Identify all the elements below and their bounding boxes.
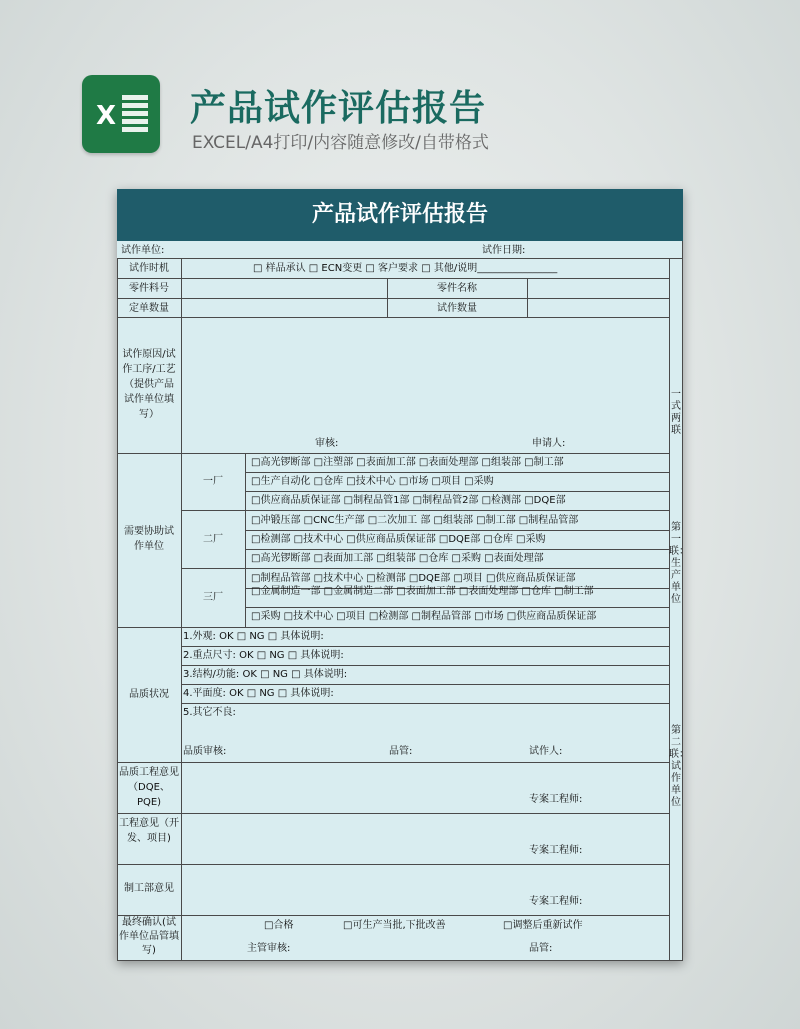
factory-3: 三厂 [203,592,223,603]
form-title: 产品试作评估报告 [117,189,683,241]
f2-row3[interactable]: □高光锣断部 □表面加工部 □组装部 □仓库 □采购 □表面处理部 [251,553,544,564]
quality-item-5[interactable]: 5.其它不良: [183,707,236,718]
form-document [117,189,689,961]
final-qa-label: 品管: [529,943,553,954]
f1-row2[interactable]: □生产自动化 □仓库 □技术中心 □市场 □项目 □采购 [251,476,494,487]
f1-row3[interactable]: □供应商品质保证部 □制程品管1部 □制程品管2部 □检测部 □DQE部 [251,495,566,506]
page-title: 产品试作评估报告 [190,88,487,129]
f2-row2[interactable]: □检测部 □技术中心 □供应商品质保证部 □DQE部 □仓库 □采购 [251,534,546,545]
f3-row3[interactable]: □采购 □技术中心 □项目 □检测部 □制程品管部 □市场 □供应商品质保证部 [251,611,597,622]
assist-label: 需要协助试作单位 [124,526,174,552]
final-confirm-label: 最终确认(试作单位品管填写) [119,917,179,956]
f3-row1[interactable]: □制程品管部 □技术中心 □检测部 □DQE部 □项目 □供应商品质保证部 [251,573,576,584]
order-qty-label: 定单数量 [129,303,169,314]
qa-review-label: 品质审核: [183,746,227,757]
date-label: 试作日期: [482,245,526,256]
review-label: 审核: [315,438,339,449]
side-note-copy-1: 第一联：生产单位 [669,522,689,605]
page-subtitle: EXCEL/A4打印/内容随意修改/自带格式 [192,133,489,153]
quality-item-2[interactable]: 2.重点尺寸: OK □ NG □ 具体说明: [183,650,344,661]
timing-options[interactable]: □ 样品承认 □ ECN变更 □ 客户要求 □ 其他/说明________________ [253,263,558,274]
final-option-produce[interactable]: □可生产当批,下批改善 [343,920,446,931]
factory-1: 一厂 [203,476,223,487]
quality-item-1[interactable]: 1.外观: OK □ NG □ 具体说明: [183,631,324,642]
eng-opinion-label: 工程意见（开发、项目) [119,818,179,844]
final-option-retry[interactable]: □调整后重新试作 [503,920,583,931]
part-no-label: 零件料号 [129,283,169,294]
excel-logo-icon: X [82,75,160,153]
qa-mgr-label: 品管: [389,746,413,757]
final-option-pass[interactable]: □合格 [264,920,294,931]
unit-label: 试作单位: [121,245,165,256]
quality-item-4[interactable]: 4.平面度: OK □ NG □ 具体说明: [183,688,334,699]
f3-row2[interactable]: □金属制造一部 □金属制造二部 □表面加工部 □表面处理部 □仓库 □制工部 [251,586,594,597]
applicant-label: 申请人: [532,438,566,449]
side-note-copy-2: 第二联：试作单位 [669,725,689,808]
qe-engineer-label: 专案工程师: [529,794,583,805]
quality-label: 品质状况 [129,689,169,700]
timing-label: 试作时机 [129,263,169,274]
reason-label: 试作原因/试作工序/工艺（提供产品试作单位填写） [122,349,176,420]
trial-qty-label: 试作数量 [437,303,477,314]
mfg-opinion-label: 制工部意见 [124,883,174,894]
f1-row1[interactable]: □高光锣断部 □注塑部 □表面加工部 □表面处理部 □组装部 □制工部 [251,457,564,468]
trial-person-label: 试作人: [529,746,563,757]
qe-opinion-label: 品质工程意见（DQE、PQE) [119,767,179,808]
mfg-engineer-label: 专案工程师: [529,896,583,907]
part-name-label: 零件名称 [437,283,477,294]
factory-2: 二厂 [203,534,223,545]
side-note-copies: 一式两联 [671,389,681,436]
supervisor-label: 主管审核: [247,943,291,954]
eng-engineer-label: 专案工程师: [529,845,583,856]
f2-row1[interactable]: □冲锻压部 □CNC生产部 □二次加工 部 □组装部 □制工部 □制程品管部 [251,515,579,526]
quality-item-3[interactable]: 3.结构/功能: OK □ NG □ 具体说明: [183,669,348,680]
